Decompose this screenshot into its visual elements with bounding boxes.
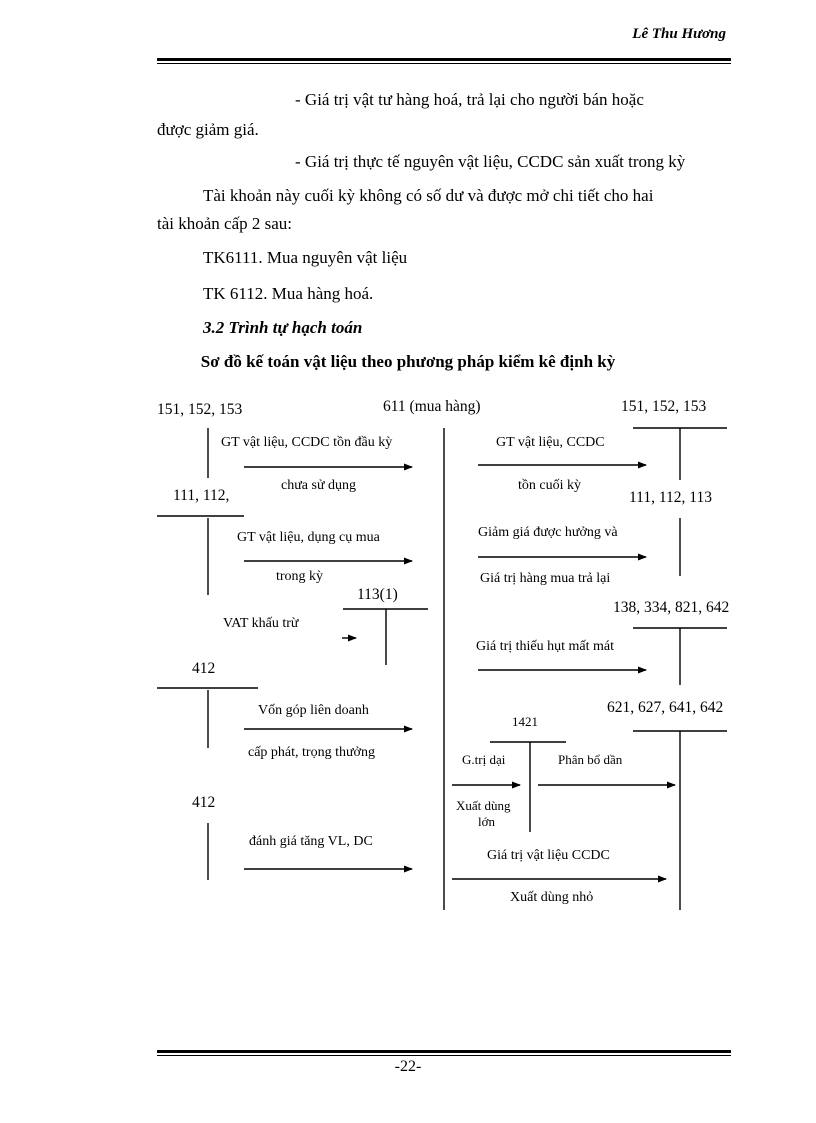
label-vat-khau-tru: VAT khấu trừ: [223, 616, 299, 631]
account-138: 138, 334, 821, 642: [613, 599, 730, 616]
account-412-b: 412: [192, 794, 216, 811]
account-151-left: 151, 152, 153: [157, 401, 243, 418]
label-gt-ccdc-2: Giá trị vật liệu CCDC: [487, 848, 610, 863]
bullet-2: - Giá trị thực tế nguyên vật liệu, CCDC sản xuất trong kỳ: [295, 152, 686, 171]
label-gt-ton-dau-ky: GT vật liệu, CCDC tồn đầu kỳ: [221, 435, 393, 450]
label-ton-cuoi-ky: tồn cuối kỳ: [518, 478, 581, 493]
account-611: 611 (mua hàng): [383, 398, 481, 415]
label-von-gop: Vốn góp liên doanh: [258, 703, 369, 718]
label-gt-ccdc: GT vật liệu, CCDC: [496, 435, 605, 450]
label-phan-bo-dan: Phân bổ dần: [558, 752, 623, 767]
paragraph-line-2: tài khoản cấp 2 sau:: [157, 214, 293, 233]
account-111-left: 111, 112,: [173, 487, 230, 504]
footer-rule-thin: [157, 1055, 731, 1056]
footer-rule-thick: [157, 1050, 731, 1053]
account-1421: 1421: [512, 714, 538, 729]
label-danh-gia-tang: đánh giá tăng VL, DC: [249, 834, 373, 849]
bullet-1-line-2: được giảm giá.: [157, 120, 259, 139]
paragraph-line-1: Tài khoản này cuối kỳ không có số dư và được mở chi tiết cho hai: [203, 186, 654, 205]
page-number: -22-: [394, 1058, 422, 1075]
label-gtri-dai: G.trị dại: [462, 752, 506, 767]
label-chua-su-dung: chưa sử dụng: [281, 478, 357, 493]
bullet-1-line-1: - Giá trị vật tư hàng hoá, trả lại cho người bán hoặc: [295, 90, 644, 109]
label-trong-ky: trong kỳ: [276, 569, 324, 584]
label-tra-lai: Giá trị hàng mua trả lại: [480, 571, 611, 586]
label-giam-gia: Giảm giá được hưởng và: [478, 525, 618, 540]
account-151-right: 151, 152, 153: [621, 398, 707, 415]
account-111-right: 111, 112, 113: [629, 489, 712, 506]
account-412-a: 412: [192, 660, 216, 677]
account-6111: TK6111. Mua nguyên vật liệu: [203, 248, 408, 267]
label-gt-dung-cu-mua: GT vật liệu, dụng cụ mua: [237, 530, 380, 545]
account-621: 621, 627, 641, 642: [607, 699, 724, 716]
account-113: 113(1): [357, 586, 398, 603]
header-author: Lê Thu Hương: [632, 26, 726, 42]
label-xuat-dung-lon-2: lớn: [478, 814, 495, 829]
diagram-title: Sơ đồ kế toán vật liệu theo phương pháp kiểm kê định kỳ: [200, 352, 616, 371]
label-xuat-dung-nho: Xuất dùng nhỏ: [510, 890, 594, 905]
account-6112: TK 6112. Mua hàng hoá.: [203, 284, 374, 303]
label-cap-phat: cấp phát, trọng thưởng: [248, 745, 375, 760]
section-heading: 3.2 Trình tự hạch toán: [203, 318, 363, 337]
label-thieu-hut: Giá trị thiếu hụt mất mát: [476, 639, 615, 654]
label-xuat-dung-lon-1: Xuất dùng: [456, 798, 511, 813]
